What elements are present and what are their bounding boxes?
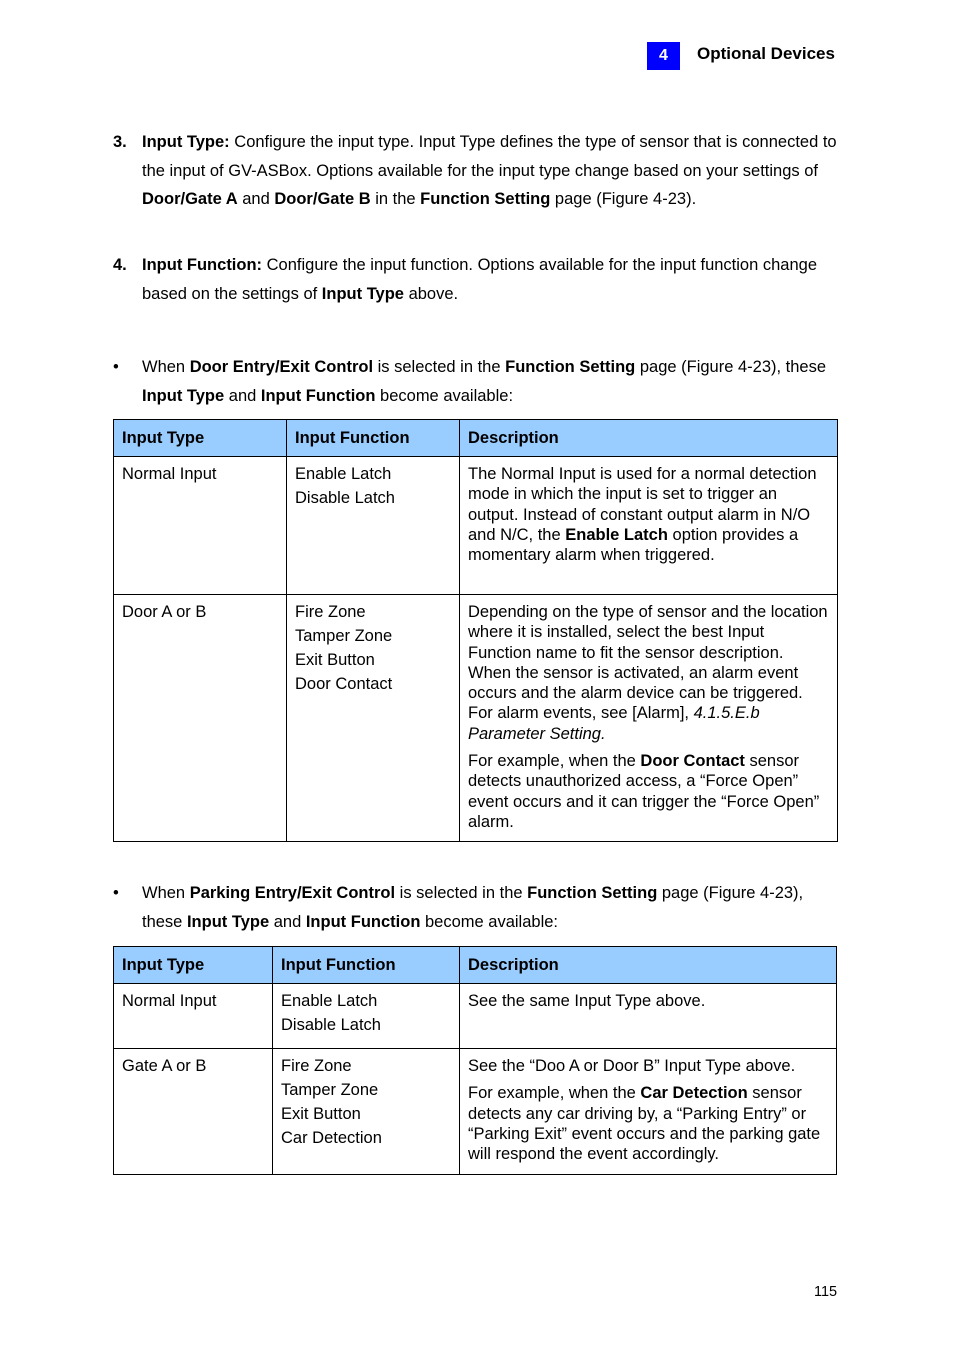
text-run: For example, when the (468, 1084, 641, 1103)
text-run: become available: (420, 913, 558, 931)
text-run: Configure the input function. Options available for the input function change based on the settings of (142, 256, 817, 303)
text-run: option provides a momentary alarm when triggered. (468, 525, 799, 565)
bold-text: Function Setting (420, 190, 551, 209)
italic-text: 4.1.5.E.b Parameter Setting. (468, 704, 760, 743)
input-function-cell (273, 984, 460, 1049)
text-run: See the “Doo A or Door B” Input Type above. (468, 1057, 796, 1075)
list-number: 3. (113, 133, 127, 151)
table-row (114, 984, 837, 1049)
description-paragraph (468, 1083, 828, 1164)
description-paragraph (468, 751, 829, 832)
list-item (113, 251, 843, 308)
bold-text: Parking Entry/Exit Control (189, 884, 396, 902)
bullet-item (113, 879, 843, 937)
bold-text: Input Function (260, 387, 376, 405)
input-function-cell (287, 457, 460, 595)
list-number: 4. (113, 256, 127, 274)
text-run: page (Figure 4-23). (550, 190, 697, 209)
description-cell (460, 457, 838, 595)
input-function-item: Enable Latch (295, 465, 392, 483)
text-run: become available: (375, 387, 514, 405)
chapter-title: Optional Devices (697, 44, 835, 63)
column-header: Description (460, 420, 838, 457)
description-paragraph (468, 464, 829, 565)
description-cell (460, 984, 837, 1049)
bullet-text (142, 879, 843, 937)
bold-text: Door/Gate B (274, 190, 371, 209)
input-function-item: Car Detection (281, 1129, 382, 1147)
text-run: in the (370, 190, 421, 209)
text-run: Configure the input type. Input Type defines the type of sensor that is connected to the input of GV-ASBox. Options available for the input type change based on your settings of (142, 133, 837, 180)
input-function-item: Tamper Zone (295, 627, 393, 645)
text-run: When (142, 884, 190, 902)
bold-text: Input Function: (142, 256, 263, 274)
text-run: When (142, 358, 190, 376)
input-function-cell (287, 595, 460, 842)
text-run: page (Figure 4-23), these (142, 884, 804, 931)
bullet-item (113, 353, 843, 411)
description-paragraph (468, 1056, 828, 1076)
text-run: sensor detects any car driving by, a “Parking Entry” or “Parking Exit” event occurs and the parking gate will respond the event accordingly. (468, 1084, 821, 1164)
text-run: page (Figure 4-23), these (635, 358, 827, 376)
bold-text: Car Detection (640, 1084, 748, 1103)
input-type-cell: Normal Input (114, 984, 273, 1049)
input-function-item: Enable Latch (281, 992, 378, 1010)
bold-text: Enable Latch (565, 525, 668, 544)
table-header-row (114, 947, 837, 984)
input-function-item: Disable Latch (295, 489, 395, 507)
bold-text: Input Type: (142, 133, 230, 151)
input-function-item: Disable Latch (281, 1016, 381, 1034)
input-table-door (113, 419, 838, 842)
bold-text: Input Function (305, 913, 421, 931)
bold-text: Function Setting (505, 358, 636, 376)
description-paragraph (468, 991, 828, 1011)
bold-text: Input Type (321, 284, 404, 303)
input-type-cell: Normal Input (114, 457, 287, 595)
column-header: Input Type (114, 420, 287, 457)
description-paragraph (468, 602, 829, 744)
bold-text: Door Contact (640, 752, 745, 771)
list-text (142, 251, 843, 308)
column-header: Description (460, 947, 837, 984)
bullet-icon: • (113, 358, 119, 376)
text-run: is selected in the (373, 358, 506, 376)
table-row (114, 1049, 837, 1175)
bold-text: Input Type (186, 913, 270, 931)
bold-text: Function Setting (527, 884, 658, 902)
input-type-cell: Gate A or B (114, 1049, 273, 1175)
input-function-item: Fire Zone (295, 603, 366, 621)
input-function-item: Exit Button (295, 651, 375, 669)
text-run: and (224, 387, 261, 405)
text-run: above. (403, 284, 459, 303)
bold-text: Input Type (142, 387, 225, 405)
column-header: Input Type (114, 947, 273, 984)
description-cell (460, 1049, 837, 1175)
text-run: See the same Input Type above. (468, 992, 706, 1010)
description-cell (460, 595, 838, 842)
input-function-item: Tamper Zone (281, 1081, 379, 1099)
bold-text: Door/Gate A (142, 190, 238, 209)
table-row (114, 457, 838, 595)
text-run: and (237, 190, 275, 209)
text-run: For example, when the (468, 752, 641, 771)
bullet-icon: • (113, 884, 119, 902)
input-type-cell: Door A or B (114, 595, 287, 842)
input-function-cell (273, 1049, 460, 1175)
text-run: Depending on the type of sensor and the location where it is installed, select the best Input Function name to fit the sensor description. When the sensor is activated, an alarm event occurs and the alarm device can be triggered. For alarm events, see [Alarm], (468, 603, 828, 723)
column-header: Input Function (273, 947, 460, 984)
table-row (114, 595, 838, 842)
bullet-text (142, 353, 843, 411)
input-table-parking (113, 946, 837, 1175)
chapter-number-badge: 4 (647, 42, 680, 70)
list-item (113, 128, 843, 214)
input-function-item: Fire Zone (281, 1057, 352, 1075)
column-header: Input Function (287, 420, 460, 457)
text-run: sensor detects unauthorized access, a “Force Open” event occurs and it can trigger the “Force Open” alarm. (468, 752, 820, 831)
text-run: The Normal Input is used for a normal detection mode in which the input is set to trigger an output. Instead of constant output alarm in N/O and N/C, the (468, 465, 817, 544)
text-run: and (269, 913, 306, 931)
input-function-item: Exit Button (281, 1105, 361, 1123)
page-number: 115 (814, 1284, 838, 1300)
list-text (142, 128, 843, 214)
table-header-row (114, 420, 838, 457)
input-function-item: Door Contact (295, 675, 393, 693)
text-run: is selected in the (395, 884, 528, 902)
bold-text: Door Entry/Exit Control (189, 358, 374, 376)
